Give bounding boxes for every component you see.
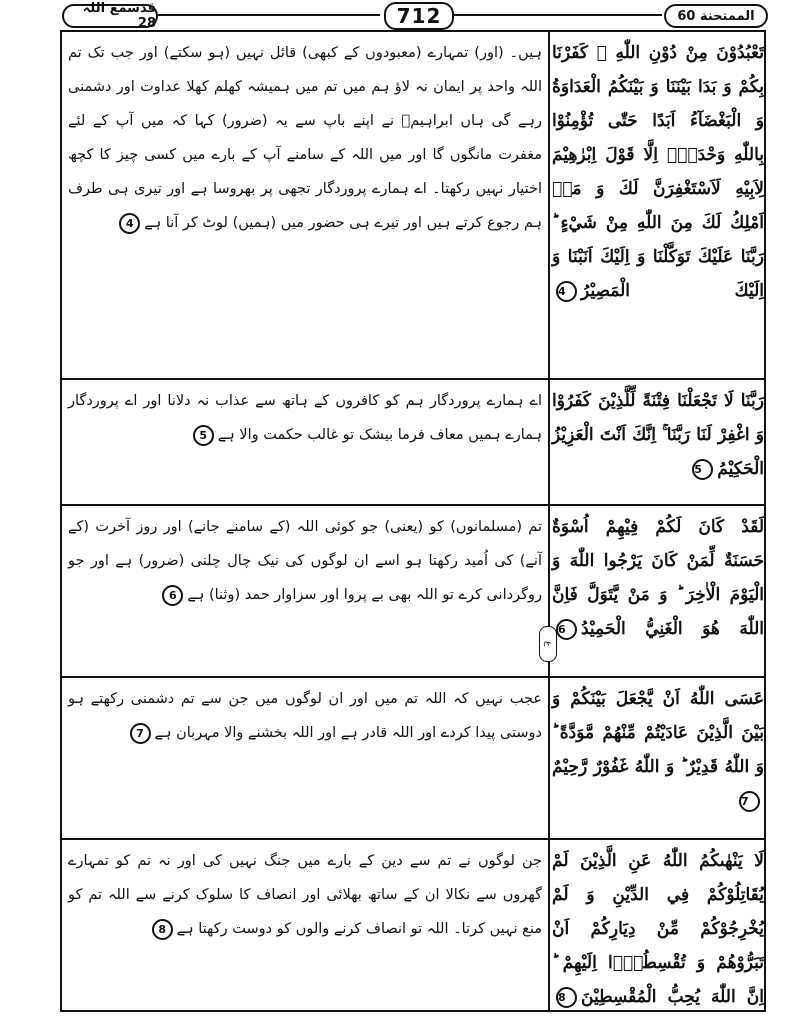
- arabic-text: لَا يَنْهٰىكُمُ اللّٰهُ عَنِ الَّذِيْنَ لَمْ يُقَاتِلُوْكُمْ فِي الدِّيْنِ وَ لَمْ يُخْرِجُوْكُمْ مِّنْ دِيَارِكُمْ اَنْ تَبَرُّوْهُمْ وَ تُقْسِطُوْۤا اِلَيْهِمْ ؕ اِنَّ اللّٰهَ يُحِبُّ الْمُقْسِطِيْنَ8: [552, 851, 764, 1007]
- arabic-text: رَبَّنَا لَا تَجْعَلْنَا فِتْنَةً لِّلَّذِيْنَ كَفَرُوْا وَ اغْفِرْ لَنَا رَبَّنَا ۚ اِنَّكَ اَنْتَ الْعَزِيْزُ الْحَكِيْمُ5: [552, 391, 764, 479]
- verse-row-8: [62, 840, 764, 1010]
- verse-row-6: [62, 506, 764, 676]
- arabic-text: تَعْبُدُوْنَ مِنْ دُوْنِ اللّٰهِ ۫ كَفَرْنَا بِكُمْ وَ بَدَا بَيْنَنَا وَ بَيْنَكُمُ الْعَدَاوَةُ وَ الْبَغْضَآءُ اَبَدًا حَتّٰى تُؤْمِنُوْا بِاللّٰهِ وَحْدَهٗۤ اِلَّا قَوْلَ اِبْرٰهِيْمَ لِاَبِيْهِ لَاَسْتَغْفِرَنَّ لَكَ وَ مَاۤ اَمْلِكُ لَكَ مِنَ اللّٰهِ مِنْ شَيْءٍ ؕ رَبَّنَا عَلَيْكَ تَوَكَّلْنَا وَ اِلَيْكَ اَنَبْنَا وَ اِلَيْكَ الْمَصِيْرُ4: [552, 43, 764, 301]
- arabic-text: عَسَى اللّٰهُ اَنْ يَّجْعَلَ بَيْنَكُمْ وَ بَيْنَ الَّذِيْنَ عَادَيْتُمْ مِّنْهُمْ مَّوَدَّةً ؕ وَ اللّٰهُ قَدِيْرٌ ؕ وَ اللّٰهُ غَفُوْرٌ رَّحِيْمٌ7: [552, 682, 764, 836]
- header-rule-left: [158, 14, 380, 16]
- verse-number-badge: 5: [692, 459, 713, 480]
- verse-row-4: [62, 32, 764, 378]
- urdu-translation: عجب نہیں کہ اللہ تم میں اور ان لوگوں میں جن سے تم دشمنی رکھتے ہو دوستی پیدا کردے اور اللہ قادر ہے اور اللہ بخشنے والا مہربان ہے7: [68, 682, 542, 836]
- verse-number-badge: 8: [556, 987, 577, 1008]
- para-name-label: قدسمع اللہ 28: [62, 4, 158, 28]
- verse-number-badge: 7: [130, 723, 151, 744]
- verse-row-7: [62, 678, 764, 838]
- verse-number-badge: 7: [739, 791, 760, 812]
- verse-number-badge: 4: [119, 213, 140, 234]
- verse-row-5: [62, 380, 764, 504]
- verse-number-badge: 5: [193, 425, 214, 446]
- page-header: [0, 0, 801, 30]
- ruku-marker: ع: [539, 626, 557, 662]
- urdu-translation: جن لوگوں نے تم سے دین کے بارے میں جنگ نہیں کی اور نہ تم کو تمہارے گھروں سے نکالا ان کے ساتھ بھلائی اور انصاف کا سلوک کرنے سے اللہ تم کو منع نہیں کرتا۔ اللہ تو انصاف کرنے والوں کو دوست رکھتا ہے8: [68, 844, 542, 1008]
- surah-name-label: الممتحنة 60: [664, 4, 768, 28]
- verse-number-badge: 4: [556, 281, 577, 302]
- header-rule-right: [452, 14, 662, 16]
- urdu-translation: تم (مسلمانوں) کو (یعنی) جو کوئی اللہ (کے سامنے جانے) اور روز آخرت (کے آنے) کی اُمید رکھتا ہو اسے ان لوگوں کی نیک چال چلنی (ضرور) ہے اور جو روگردانی کرے تو اللہ بھی بے پروا اور سزاوار حمد (وثنا) ہے6: [68, 510, 542, 674]
- arabic-text: لَقَدْ كَانَ لَكُمْ فِيْهِمْ اُسْوَةٌ حَسَنَةٌ لِّمَنْ كَانَ يَرْجُوا اللّٰهَ وَ الْيَوْمَ الْاٰخِرَ ؕ وَ مَنْ يَّتَوَلَّ فَاِنَّ اللّٰهَ هُوَ الْغَنِيُّ الْحَمِيْدُ6: [552, 517, 764, 639]
- urdu-translation: ہیں۔ (اور) تمہارے (معبودوں کے کبھی) قائل نہیں (ہو سکتے) اور جب تک تم اللہ واحد پر ایمان نہ لاؤ ہم میں تم میں ہمیشہ کھلم کھلا عداوت اور دشمنی رہے گی ہاں ابراہیمؑ نے اپنے باپ سے یہ (ضرور) کہا کہ میں آپ کے لئے مغفرت مانگوں گا اور میں اللہ کے سامنے آپ کے بارے میں کسی چیز کا کچھ اختیار نہیں رکھتا۔ اے ہمارے پروردگار تجھی پر بھروسا ہے اور تیری ہی طرف ہم رجوع کرتے ہیں اور تیرے ہی حضور میں (ہمیں) لوٹ کر آنا ہے4: [68, 36, 542, 376]
- verse-number-badge: 6: [556, 619, 577, 640]
- verse-number-badge: 8: [152, 919, 173, 940]
- page-number: 712: [384, 2, 454, 30]
- urdu-translation: اے ہمارے پروردگار ہم کو کافروں کے ہاتھ سے عذاب نہ دلانا اور اے پروردگار ہمارے ہمیں معاف فرما بیشک تو غالب حکمت والا ہے5: [68, 384, 542, 502]
- page-frame: [60, 30, 766, 1012]
- verse-number-badge: 6: [162, 585, 183, 606]
